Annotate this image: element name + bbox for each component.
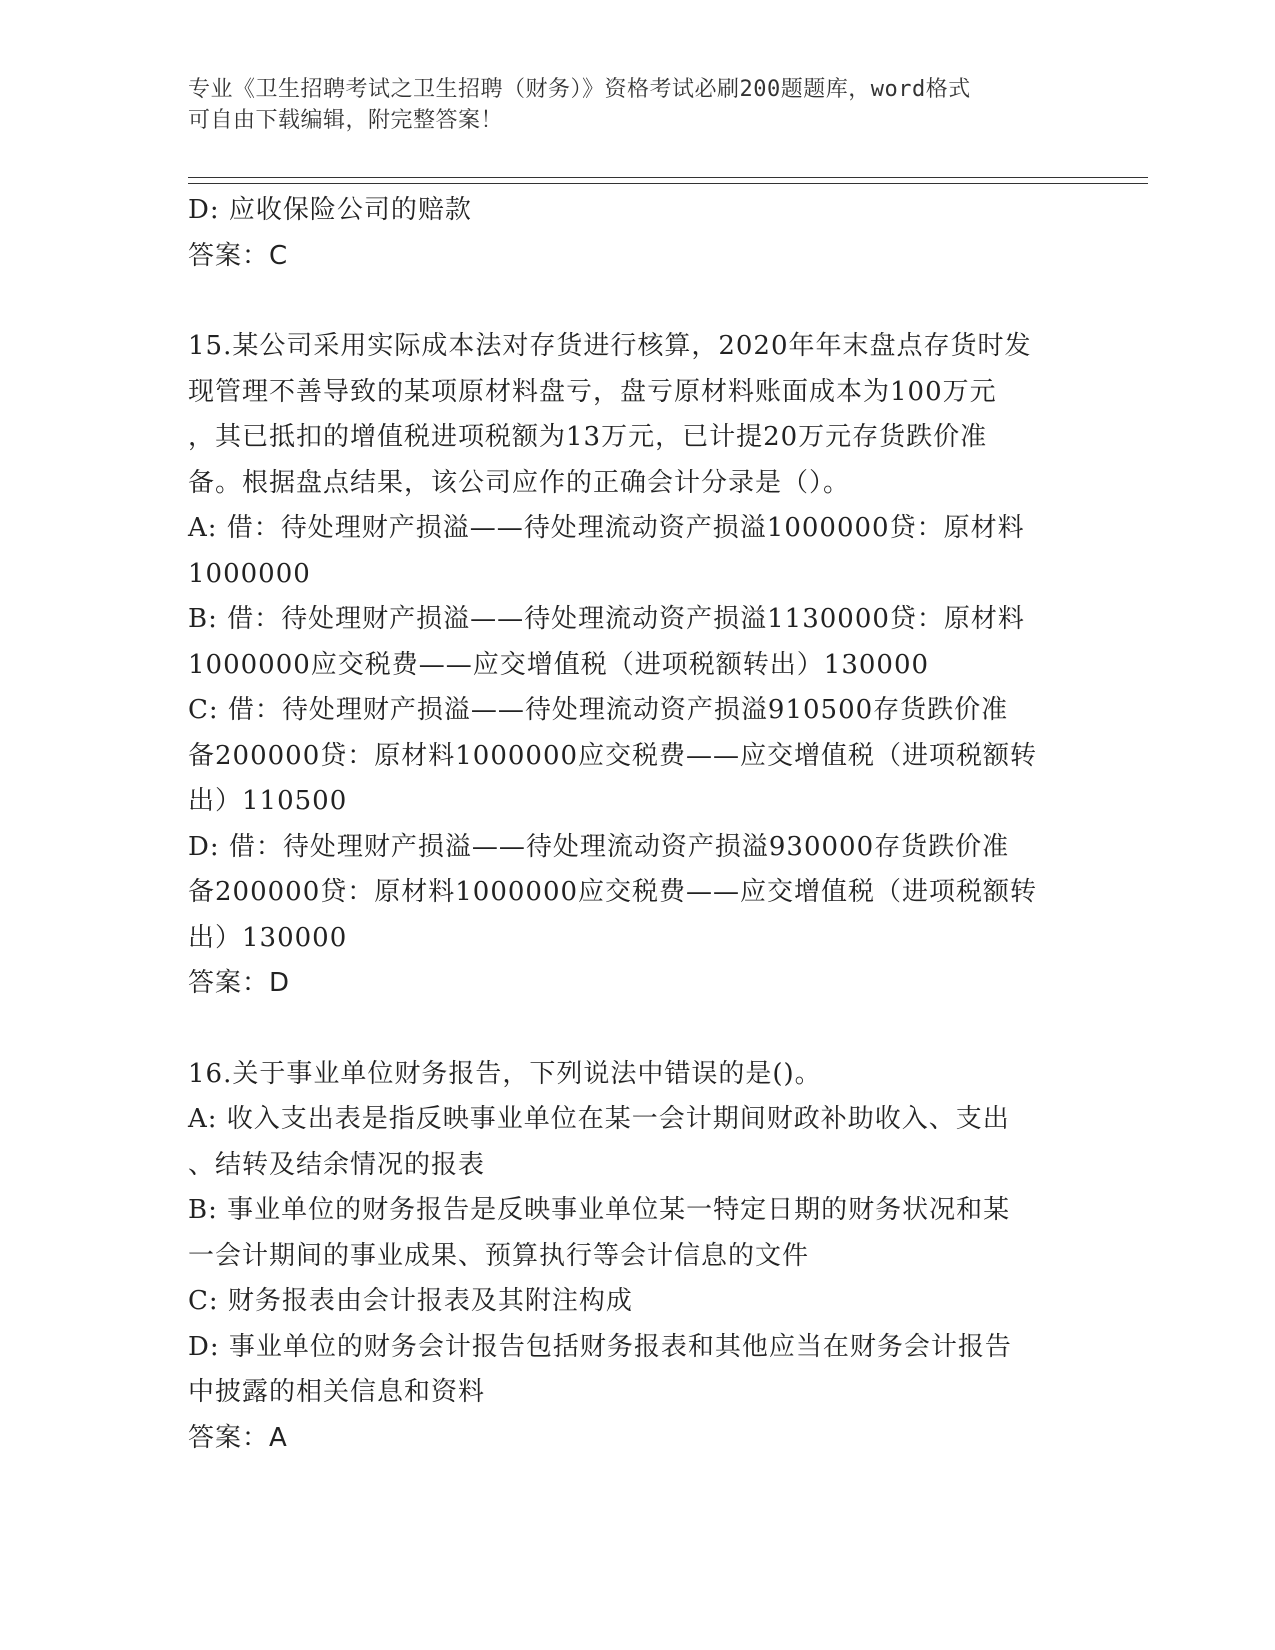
option-b: B: 借：待处理财产损溢——待处理流动资产损溢1130000贷：原材料 [188,604,1025,634]
option-a: A: 收入支出表是指反映事业单位在某一会计期间财政补助收入、支出 [188,1104,1010,1134]
spacer [188,279,1088,324]
spacer [188,1007,1088,1052]
option-a-cont: 、结转及结余情况的报表 [188,1149,486,1180]
option-b-cont: 1000000应交税费——应交增值税（进项税额转出）130000 [188,649,930,680]
option-c-cont: 备200000贷：原材料1000000应交税费——应交增值税（进项税额转 [188,740,1038,771]
answer: 答案：D [188,968,291,998]
question-stem-line: ，其已抵扣的增值税进项税额为13万元，已计提20万元存货跌价准 [188,422,988,452]
header-line-2: 可自由下载编辑，附完整答案！ [188,108,504,133]
answer: 答案：C [188,240,289,271]
document-header [188,74,1068,136]
option-d: D: 事业单位的财务会计报告包括财务报表和其他应当在财务会计报告 [188,1331,1012,1362]
option-a-cont: 1000000 [188,558,311,589]
header-rule-bottom [188,183,1148,184]
question-stem: 16.关于事业单位财务报告，下列说法中错误的是()。 [188,1058,822,1089]
prev-question [188,188,1088,279]
option-a: A: 借：待处理财产损溢——待处理流动资产损溢1000000贷：原材料 [188,513,1025,543]
answer: 答案：A [188,1422,288,1453]
option-d: D: 借：待处理财产损溢——待处理流动资产损溢930000存货跌价准 [188,831,1010,862]
option-d: D: 应收保险公司的赔款 [188,195,472,225]
question-15 [188,324,1088,1007]
question-16 [188,1052,1088,1462]
option-c-cont: 出）110500 [188,786,348,816]
question-stem-line: 现管理不善导致的某项原材料盘亏，盘亏原材料账面成本为100万元 [188,376,997,407]
option-d-cont: 出）130000 [188,922,348,953]
option-d-cont: 备200000贷：原材料1000000应交税费——应交增值税（进项税额转 [188,877,1038,907]
option-b-cont: 一会计期间的事业成果、预算执行等会计信息的文件 [188,1240,810,1271]
option-b: B: 事业单位的财务报告是反映事业单位某一特定日期的财务状况和某 [188,1195,1011,1225]
document-body [188,188,1088,1461]
option-c: C: 借：待处理财产损溢——待处理流动资产损溢910500存货跌价准 [188,695,1009,725]
option-d-cont: 中披露的相关信息和资料 [188,1377,486,1407]
question-stem-line: 15.某公司采用实际成本法对存货进行核算，2020年年末盘点存货时发 [188,331,1032,361]
header-rule-top [188,177,1148,178]
question-stem-line: 备。根据盘点结果，该公司应作的正确会计分录是（）。 [188,467,851,498]
header-line-1: 专业《卫生招聘考试之卫生招聘（财务）》资格考试必刷200题题库，word格式 [188,77,971,102]
option-c: C: 财务报表由会计报表及其附注构成 [188,1286,633,1316]
